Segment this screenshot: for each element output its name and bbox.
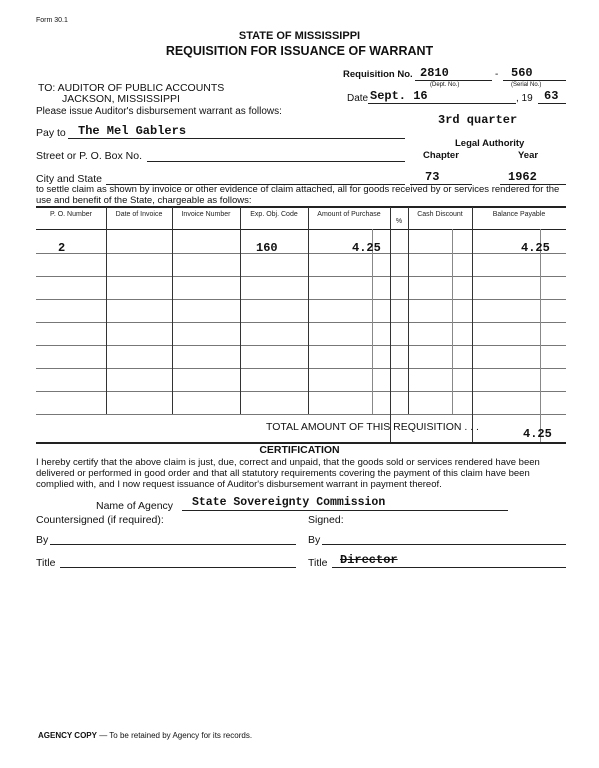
requisition-label: Requisition No. [343,69,413,80]
row-line [36,299,566,300]
header-date-of-invoice: Date of Invoice [115,211,163,218]
header-balance-payable: Balance Payable [492,211,546,218]
serial-no-value: 560 [511,66,533,80]
city-label: City and State [36,173,102,185]
col-divider [390,207,391,442]
countersign-title-line[interactable] [60,567,296,568]
pay-to-value: The Mel Gablers [78,124,187,138]
authority-year-value: 1962 [508,170,537,184]
header-amount-of-purchase: Amount of Purchase [317,211,381,218]
cents-divider [452,229,453,414]
chapter-label: Chapter [423,150,459,161]
footer-note [38,731,252,740]
col-divider [172,207,173,414]
row1-po-number: 2 [58,241,66,255]
year-prefix: , 19 [516,93,533,104]
year-value: 63 [544,89,559,103]
header-cash-discount: Cash Discount [417,211,463,218]
col-divider [308,207,309,414]
year-label: Year [518,150,539,161]
pay-to-line [68,138,405,139]
dept-no-value: 2810 [420,66,449,80]
agency-name-value: State Sovereignty Commission [192,496,386,509]
to-auditor-line: TO: AUDITOR OF PUBLIC ACCOUNTS [38,82,225,94]
serial-no-line [503,80,566,81]
countersign-by-line[interactable] [50,544,296,545]
signed-title-label: Title [308,557,328,569]
legal-authority-label: Legal Authority [455,138,525,149]
row-line [36,276,566,277]
row-line [36,368,566,369]
countersigned-label: Countersigned (if required): [36,514,164,526]
dept-no-caption: (Dept. No.) [430,82,460,88]
table-top-border [36,206,566,208]
header-po-number: P. O. Number [50,211,92,218]
agency-name-line [182,510,508,511]
col-divider [408,207,409,414]
header-invoice-number: Invoice Number [181,211,231,218]
date-label: Date [347,93,369,104]
col-divider [240,207,241,414]
row1-amount: 4.25 [352,241,381,255]
row-line [36,345,566,346]
year-line [538,103,566,104]
certification-text: I hereby certify that the above claim is just, due, correct and unpaid, that the goods sold or services rendered have been delivered or performed in good order and that all statutory requirements covering the payment of this claim have been complied with, and I now request issuance of Auditor's disbursement warrant in payment thereof. [36,457,540,490]
col-divider [472,207,473,442]
instruction-text: Please issue Auditor's disbursement warrant as follows: [36,106,282,117]
state-heading: STATE OF MISSISSIPPI [238,30,361,42]
signed-title-value: Director [340,553,398,567]
total-label: TOTAL AMOUNT OF THIS REQUISITION . . . [266,421,479,433]
certification-heading: CERTIFICATION [259,444,340,456]
chapter-value: 73 [425,170,440,184]
cents-divider [540,229,541,442]
countersign-by-label: By [36,534,49,546]
date-line [368,103,516,104]
cents-divider [372,229,373,414]
form-id: Form 30.1 [36,17,68,24]
row-line [36,414,566,415]
countersign-title-label: Title [36,557,56,569]
agency-name-label: Name of Agency [96,500,174,512]
requisition-dash: - [495,69,499,80]
quarter-value: 3rd quarter [438,113,518,127]
col-divider [106,207,107,414]
total-value: 4.25 [523,427,552,441]
header-exp-obj-code: Exp. Obj. Code [250,211,298,218]
footer-retain-text: — To be retained by Agency for its records. [99,731,253,740]
signed-by-label: By [308,534,321,546]
street-line [147,161,405,162]
form-title: REQUISITION FOR ISSUANCE OF WARRANT [165,44,434,58]
row-line [36,253,566,254]
row1-exp-code: 160 [256,241,278,255]
pay-to-label: Pay to [36,127,66,139]
table-header-border [36,229,566,230]
to-jackson-line: JACKSON, MISSISSIPPI [62,93,180,105]
street-label: Street or P. O. Box No. [36,150,143,162]
serial-no-caption: (Serial No.) [511,82,542,88]
row-line [36,391,566,392]
row-line [36,322,566,323]
signed-by-line[interactable] [322,544,566,545]
row1-balance: 4.25 [521,241,550,255]
header-percent: % [395,218,403,225]
settle-claim-text: to settle claim as shown by invoice or other evidence of claim attached, all for goods received by or services rendered for the use and benefit of the State, chargeable as follows: [36,184,560,206]
signed-title-line[interactable] [332,567,566,568]
date-value: Sept. 16 [370,89,428,103]
footer-agency-copy: AGENCY COPY [38,731,97,740]
dept-no-line [415,80,492,81]
signed-label: Signed: [308,514,344,526]
